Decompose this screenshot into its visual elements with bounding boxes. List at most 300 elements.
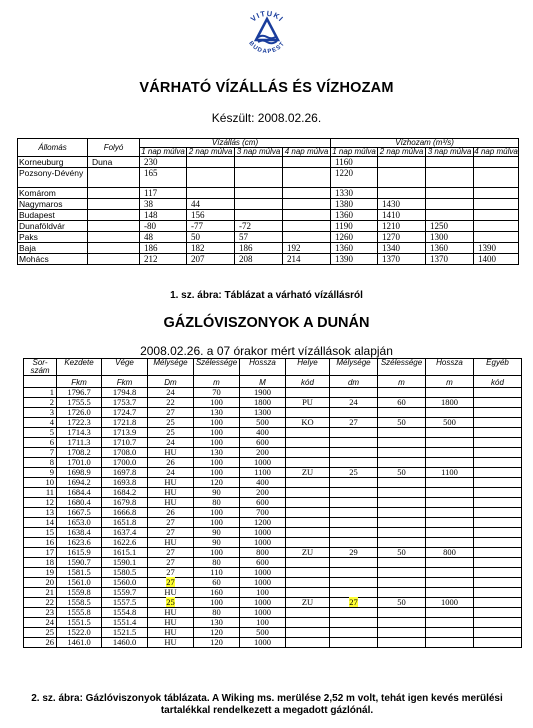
row-serial-text: 16 (45, 537, 54, 547)
header-depth: Mélysége (148, 359, 194, 376)
row-serial (24, 398, 57, 408)
row-serial-text: 10 (45, 477, 54, 487)
row-serial (24, 598, 57, 608)
ford-width2-text: 50 (397, 417, 406, 427)
level-value: 212 (140, 254, 187, 265)
ford-other-code (474, 458, 522, 468)
ford-length2 (426, 578, 474, 588)
ford-width (194, 448, 240, 458)
ford-length-text: 1900 (254, 387, 271, 397)
ford-width2 (378, 408, 426, 418)
ford-row (24, 608, 522, 618)
ford-length (240, 568, 286, 578)
level-value (283, 168, 331, 188)
ford-width2 (378, 598, 426, 608)
row-serial-text: 20 (45, 577, 54, 587)
ford-depth (148, 588, 194, 598)
row-serial-text: 15 (45, 527, 54, 537)
ford-other-code (474, 498, 522, 508)
row-serial-text: 23 (45, 607, 54, 617)
forecast-row (18, 221, 519, 232)
ford-length-text: 1200 (254, 517, 271, 527)
ford-width (194, 418, 240, 428)
ford-width-text: 100 (210, 437, 223, 447)
ford-width-text: 100 (210, 427, 223, 437)
ford-length-text: 1000 (254, 567, 271, 577)
ford-length-text: 1000 (254, 537, 271, 547)
ford-row (24, 588, 522, 598)
ford-length (240, 558, 286, 568)
ford-width2 (378, 478, 426, 488)
ford-other-code (474, 588, 522, 598)
ford-row (24, 448, 522, 458)
ford-length2 (426, 478, 474, 488)
ford-width2 (378, 468, 426, 478)
level-value (283, 199, 331, 210)
ford-depth (148, 428, 194, 438)
ford-start-fkm-text: 1653.0 (67, 517, 91, 527)
level-value (187, 157, 235, 168)
ford-depth2-text: 27 (349, 417, 358, 427)
unit-length2: m (426, 376, 474, 388)
ford-end-fkm-text: 1554.8 (112, 607, 137, 617)
ford-start-fkm-text: 1581.5 (67, 567, 91, 577)
ford-length2 (426, 528, 474, 538)
ford-place-code (286, 628, 330, 638)
row-serial-text: 21 (45, 587, 54, 597)
ford-row (24, 598, 522, 608)
ford-depth (148, 468, 194, 478)
flow-value (378, 188, 426, 199)
ford-width2 (378, 438, 426, 448)
ford-other-code (474, 428, 522, 438)
ford-end-fkm-text: 1615.1 (112, 547, 137, 557)
flow-value: 1410 (378, 210, 426, 221)
ford-start-fkm (57, 438, 102, 448)
ford-depth-text: 27 (166, 517, 175, 527)
ford-width-text: 100 (210, 417, 223, 427)
ford-end-fkm (102, 398, 148, 408)
ford-row (24, 438, 522, 448)
row-serial (24, 488, 57, 498)
flow-value (426, 210, 474, 221)
row-serial (24, 558, 57, 568)
ford-width2 (378, 508, 426, 518)
header-depth2: Mélysége (330, 359, 378, 376)
ford-depth2 (330, 638, 378, 648)
ford-length2 (426, 408, 474, 418)
forecast-row (18, 168, 519, 188)
ford-width (194, 518, 240, 528)
row-serial (24, 518, 57, 528)
header-level-group: Vízállás (cm) (140, 139, 331, 148)
ford-length (240, 548, 286, 558)
ford-length2 (426, 558, 474, 568)
ford-depth-text: 24 (166, 467, 175, 477)
ford-start-fkm (57, 468, 102, 478)
ford-other-code (474, 488, 522, 498)
row-serial (24, 458, 57, 468)
ford-row (24, 478, 522, 488)
ford-length (240, 418, 286, 428)
ford-start-fkm (57, 638, 102, 648)
ford-width (194, 498, 240, 508)
row-serial (24, 478, 57, 488)
ford-length2 (426, 628, 474, 638)
ford-other-code (474, 638, 522, 648)
ford-end-fkm-text: 1580.5 (112, 567, 137, 577)
ford-length-text: 700 (256, 507, 269, 517)
ford-width-text: 100 (210, 507, 223, 517)
ford-place-code (286, 448, 330, 458)
ford-width (194, 578, 240, 588)
ford-row (24, 638, 522, 648)
ford-length (240, 448, 286, 458)
ford-length-text: 1300 (254, 407, 271, 417)
ford-length2-text: 800 (443, 547, 456, 557)
station-name: Dunaföldvár (18, 221, 88, 232)
ford-depth (148, 528, 194, 538)
ford-start-fkm-text: 1551.5 (67, 617, 91, 627)
row-serial (24, 438, 57, 448)
ford-depth2 (330, 608, 378, 618)
ford-start-fkm (57, 408, 102, 418)
ford-width2-text: 50 (397, 547, 406, 557)
level-value: 208 (235, 254, 283, 265)
ford-row (24, 628, 522, 638)
ford-start-fkm (57, 548, 102, 558)
ford-start-fkm-text: 1701.0 (67, 457, 91, 467)
ford-width-text: 100 (210, 547, 223, 557)
ford-width-text: 100 (210, 517, 223, 527)
ford-length (240, 598, 286, 608)
ford-other-code (474, 628, 522, 638)
ford-width (194, 538, 240, 548)
ford-end-fkm-text: 1710.7 (112, 437, 137, 447)
ford-length-text: 200 (256, 447, 269, 457)
ford-width-text: 110 (210, 567, 223, 577)
ford-place-code (286, 408, 330, 418)
ford-start-fkm-text: 1796.7 (67, 387, 91, 397)
ford-end-fkm (102, 528, 148, 538)
ford-end-fkm-text: 1560.0 (112, 577, 137, 587)
ford-place-code (286, 528, 330, 538)
logo-text-top: VITUKI (248, 8, 286, 24)
ford-length2 (426, 458, 474, 468)
ford-place-code (286, 538, 330, 548)
level-value: 186 (140, 243, 187, 254)
ford-other-code (474, 608, 522, 618)
ford-start-fkm (57, 568, 102, 578)
ford-depth2 (330, 498, 378, 508)
level-value: 50 (187, 232, 235, 243)
flow-value (378, 157, 426, 168)
ford-other-code (474, 398, 522, 408)
ford-length-text: 1100 (254, 467, 271, 477)
ford-row (24, 408, 522, 418)
flow-value: 1330 (331, 188, 378, 199)
ford-place-code (286, 608, 330, 618)
ford-width (194, 608, 240, 618)
row-serial-text: 7 (49, 447, 54, 457)
ford-depth-text: 27 (166, 527, 175, 537)
ford-start-fkm (57, 418, 102, 428)
flow-value: 1360 (331, 210, 378, 221)
header-flow-day2: 2 nap múlva (378, 148, 426, 157)
figure-caption-2: 2. sz. ábra: Gázlóviszonyok táblázata. A Wiking ms. merülése 2,52 m volt, tehát igen kevés merülési tartalékkal rendelkezett a megadott gázlónál. (31, 693, 503, 716)
ford-end-fkm (102, 428, 148, 438)
ford-row (24, 458, 522, 468)
ford-row (24, 618, 522, 628)
row-serial-text: 26 (45, 637, 54, 647)
flow-value: 1260 (331, 232, 378, 243)
ford-end-fkm (102, 608, 148, 618)
row-serial-text: 18 (45, 557, 54, 567)
header-level-day2: 2 nap múlva (187, 148, 235, 157)
row-serial-text: 19 (45, 567, 54, 577)
ford-width (194, 468, 240, 478)
ford-depth (148, 538, 194, 548)
ford-depth2 (330, 418, 378, 428)
station-name: Pozsony-Dévény (18, 168, 88, 188)
ford-place-code (286, 388, 330, 398)
ford-depth-text: HU (164, 537, 177, 547)
ford-length (240, 498, 286, 508)
ford-width2 (378, 548, 426, 558)
ford-depth-text: HU (164, 447, 177, 457)
ford-row (24, 388, 522, 398)
ford-width-text: 120 (210, 477, 223, 487)
ford-length-text: 600 (256, 497, 269, 507)
ford-start-fkm (57, 508, 102, 518)
ford-other-code (474, 438, 522, 448)
ford-length2 (426, 598, 474, 608)
flow-value: 1390 (331, 254, 378, 265)
station-name: Baja (18, 243, 88, 254)
ford-width2 (378, 448, 426, 458)
ford-length (240, 478, 286, 488)
flow-value: 1390 (474, 243, 519, 254)
ford-place-code (286, 598, 330, 608)
ford-start-fkm-text: 1698.9 (67, 467, 91, 477)
ford-length2 (426, 588, 474, 598)
ford-end-fkm (102, 458, 148, 468)
ford-length2 (426, 388, 474, 398)
level-value: -72 (235, 221, 283, 232)
ford-place-code (286, 588, 330, 598)
ford-length (240, 578, 286, 588)
ford-width2 (378, 618, 426, 628)
ford-end-fkm (102, 438, 148, 448)
unit-place: kód (286, 376, 330, 388)
flow-value (426, 199, 474, 210)
ford-width-text: 100 (210, 457, 223, 467)
ford-end-fkm (102, 518, 148, 528)
flow-value: 1360 (331, 243, 378, 254)
forecast-table (17, 138, 519, 265)
ford-place-code-text: KO (301, 417, 314, 427)
ford-depth-text: 27 (166, 407, 175, 417)
ford-length-text: 600 (256, 437, 269, 447)
ford-place-code (286, 638, 330, 648)
ford-other-code (474, 388, 522, 398)
ford-place-code (286, 518, 330, 528)
ford-width2-text: 60 (397, 397, 406, 407)
ford-start-fkm-text: 1694.2 (67, 477, 91, 487)
row-serial-text: 9 (49, 467, 54, 477)
ford-place-code (286, 508, 330, 518)
ford-length-text: 1800 (254, 397, 271, 407)
ford-depth-text: 27 (166, 547, 175, 557)
ford-width2-text: 50 (397, 597, 406, 607)
ford-length2-text: 1800 (441, 397, 458, 407)
ford-end-fkm-text: 1559.7 (112, 587, 137, 597)
ford-start-fkm (57, 398, 102, 408)
ford-width-text: 80 (212, 497, 221, 507)
ford-place-code (286, 398, 330, 408)
level-value: 48 (140, 232, 187, 243)
ford-depth-text: 25 (166, 427, 175, 437)
row-serial (24, 608, 57, 618)
ford-width (194, 458, 240, 468)
station-name: Mohács (18, 254, 88, 265)
ford-place-code (286, 618, 330, 628)
ford-length2-text: 500 (443, 417, 456, 427)
ford-depth2 (330, 428, 378, 438)
station-name: Budapest (18, 210, 88, 221)
forecast-row (18, 210, 519, 221)
ford-place-code (286, 568, 330, 578)
ford-length2 (426, 638, 474, 648)
ford-end-fkm (102, 388, 148, 398)
ford-start-fkm-text: 1638.4 (67, 527, 91, 537)
ford-start-fkm (57, 558, 102, 568)
station-name: Korneuburg (18, 157, 88, 168)
unit-other: kód (474, 376, 522, 388)
ford-end-fkm-text: 1693.8 (112, 477, 137, 487)
level-value (187, 168, 235, 188)
flow-value: 1250 (426, 221, 474, 232)
ford-depth2 (330, 408, 378, 418)
level-value (235, 199, 283, 210)
ford-width-text: 160 (210, 587, 223, 597)
ford-depth-text: 26 (166, 507, 175, 517)
ford-depth2-text: 25 (349, 467, 358, 477)
ford-row (24, 528, 522, 538)
ford-length2 (426, 568, 474, 578)
ford-end-fkm-text: 1460.0 (112, 637, 137, 647)
ford-place-code-text: ZU (301, 467, 314, 477)
ford-place-code (286, 558, 330, 568)
header-level-day3: 3 nap múlva (235, 148, 283, 157)
row-serial (24, 538, 57, 548)
ford-end-fkm-text: 1700.0 (112, 457, 137, 467)
ford-start-fkm-text: 1755.5 (67, 397, 91, 407)
ford-depth (148, 478, 194, 488)
ford-length (240, 508, 286, 518)
forecast-row (18, 254, 519, 265)
ford-width (194, 618, 240, 628)
ford-row (24, 398, 522, 408)
ford-row (24, 468, 522, 478)
row-serial (24, 638, 57, 648)
header-place: Helye (286, 359, 330, 376)
ford-start-fkm-text: 1714.3 (67, 427, 91, 437)
ford-end-fkm-text: 1684.2 (112, 487, 137, 497)
unit-depth2: dm (330, 376, 378, 388)
ford-depth (148, 548, 194, 558)
ford-length2 (426, 498, 474, 508)
row-serial (24, 388, 57, 398)
level-value: 192 (283, 243, 331, 254)
level-value (235, 188, 283, 199)
ford-length2 (426, 468, 474, 478)
ford-width (194, 428, 240, 438)
ford-start-fkm (57, 428, 102, 438)
ford-width-text: 70 (212, 387, 221, 397)
ford-width2 (378, 628, 426, 638)
ford-width2 (378, 538, 426, 548)
ford-depth2 (330, 578, 378, 588)
ford-width-text: 120 (210, 637, 223, 647)
ford-length (240, 428, 286, 438)
ford-depth2 (330, 628, 378, 638)
ford-start-fkm-text: 1684.4 (67, 487, 91, 497)
flow-value (474, 232, 519, 243)
ford-length2 (426, 618, 474, 628)
ford-length (240, 458, 286, 468)
ford-row (24, 548, 522, 558)
level-value: 117 (140, 188, 187, 199)
ford-other-code (474, 518, 522, 528)
ford-width2 (378, 518, 426, 528)
ford-end-fkm-text: 1753.7 (112, 397, 137, 407)
ford-end-fkm-text: 1794.8 (112, 387, 137, 397)
header-end: Vége (102, 359, 148, 376)
ford-depth (148, 498, 194, 508)
ford-length (240, 608, 286, 618)
ford-end-fkm-text: 1521.5 (112, 627, 137, 637)
ford-depth (148, 598, 194, 608)
ford-length2-text: 1100 (441, 467, 458, 477)
ford-other-code (474, 568, 522, 578)
ford-place-code-text: ZU (301, 597, 314, 607)
ford-depth2-text: 27 (349, 597, 358, 607)
ford-depth2 (330, 438, 378, 448)
station-name: Komárom (18, 188, 88, 199)
station-name: Paks (18, 232, 88, 243)
ford-start-fkm (57, 528, 102, 538)
ford-other-code (474, 528, 522, 538)
ford-depth (148, 618, 194, 628)
ford-start-fkm (57, 458, 102, 468)
ford-row (24, 568, 522, 578)
ford-end-fkm (102, 548, 148, 558)
ford-depth2 (330, 528, 378, 538)
ford-width (194, 488, 240, 498)
ford-width2 (378, 428, 426, 438)
ford-row (24, 508, 522, 518)
level-value (283, 232, 331, 243)
ford-depth2 (330, 558, 378, 568)
ford-length-text: 500 (256, 627, 269, 637)
header-length: Hossza (240, 359, 286, 376)
ford-width2 (378, 528, 426, 538)
ford-start-fkm-text: 1590.7 (67, 557, 91, 567)
ford-length2 (426, 488, 474, 498)
forecast-date: Készült: 2008.02.26. (211, 111, 322, 125)
ford-width2 (378, 578, 426, 588)
